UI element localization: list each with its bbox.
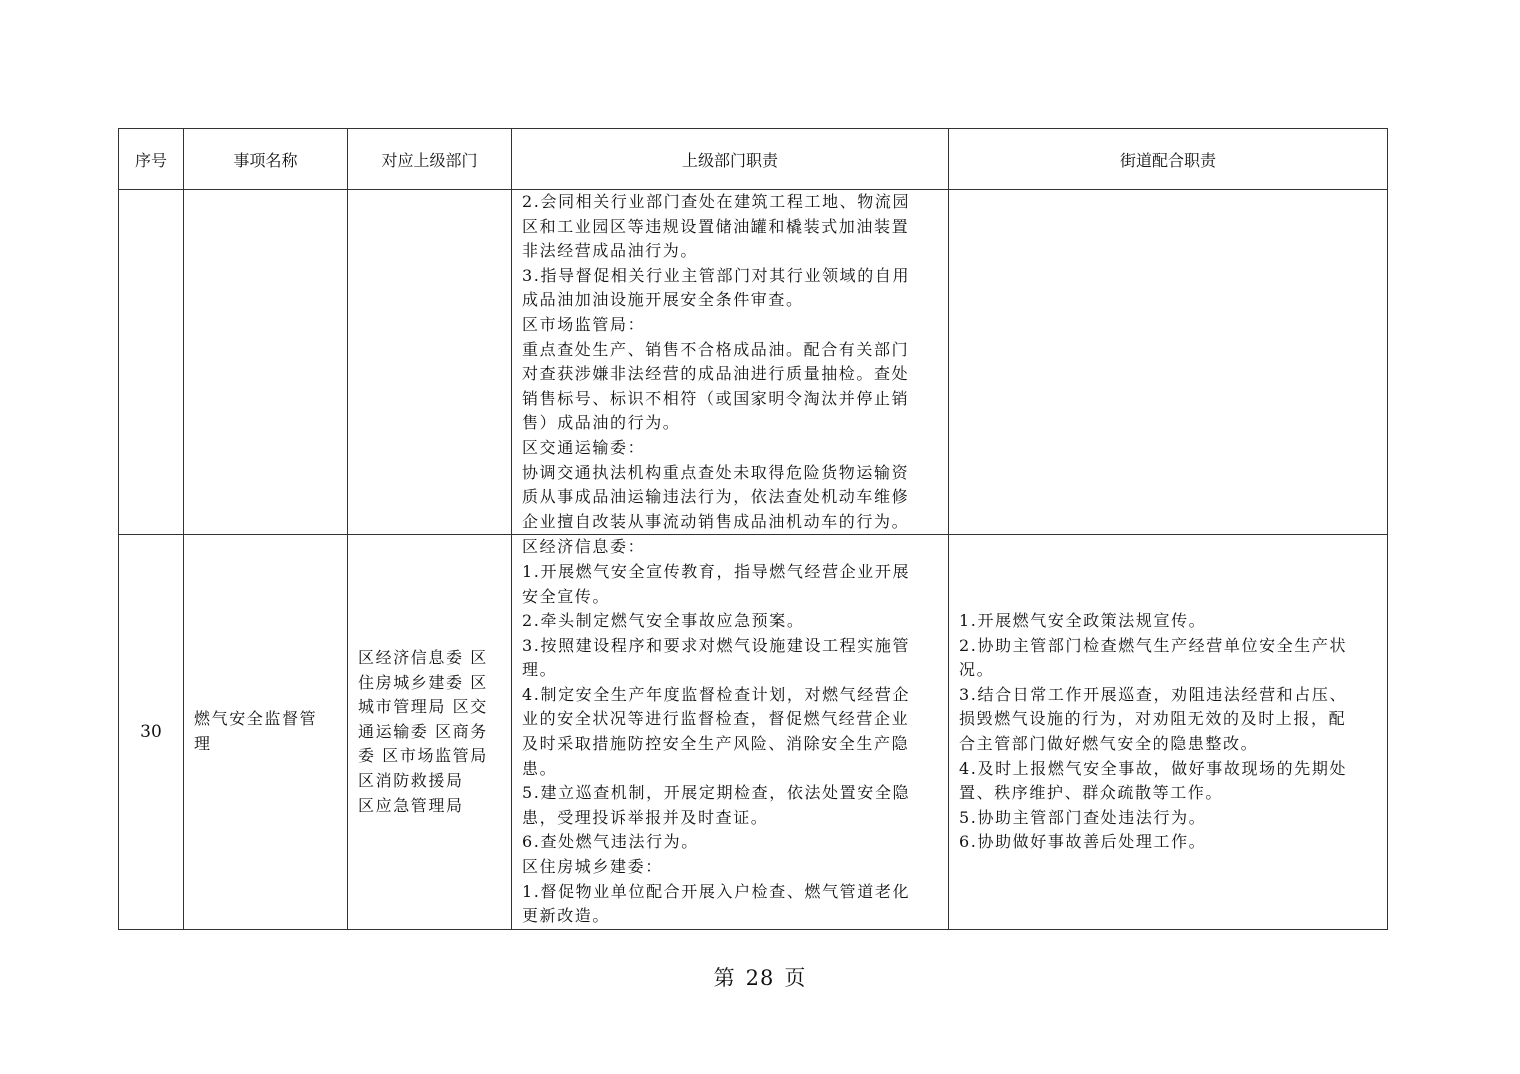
cell-text-line: 销售标号、标识不相符（或国家明令淘汰并停止销 (522, 388, 910, 408)
cell-text-line: 区和工业园区等违规设置储油罐和橇装式加油装置 (522, 216, 910, 236)
cell-text-line: 区经济信息委： (522, 537, 646, 557)
row-street-duties-cell (949, 190, 1388, 535)
header-street-duties: 街道配合职责 (949, 129, 1388, 190)
cell-text-line: 重点查处生产、销售不合格成品油。配合有关部门 (522, 339, 910, 359)
cell-text-line: 燃气安全监督管 (194, 709, 318, 729)
cell-text-line: 3.按照建设程序和要求对燃气设施建设工程实施管 (522, 635, 911, 655)
row-superior-duties-cell (512, 190, 949, 535)
cell-text-line: 2.牵头制定燃气安全事故应急预案。 (522, 611, 805, 631)
row-seq-cell (119, 190, 184, 535)
cell-text-line: 理。 (522, 660, 558, 680)
table-row (119, 190, 1388, 535)
cell-text-line: 更新改造。 (522, 906, 611, 926)
cell-text-line: 1.督促物业单位配合开展入户检查、燃气管道老化 (522, 881, 911, 901)
cell-text-line: 1.开展燃气安全宣传教育，指导燃气经营企业开展 (522, 561, 911, 581)
row-item-name-cell (184, 190, 348, 535)
cell-text-line: 6.查处燃气违法行为。 (522, 832, 699, 852)
page-footer (0, 962, 1520, 992)
cell-text-line: 区应急管理局 (358, 795, 464, 815)
cell-text-line: 4.及时上报燃气安全事故，做好事故现场的先期处 (959, 758, 1348, 778)
table-row (119, 535, 1388, 930)
row-seq-cell: 30 (119, 535, 184, 930)
cell-text-line: 区消防救援局 (358, 770, 464, 790)
cell-text-line: 安全宣传。 (522, 586, 611, 606)
cell-text-line: 企业擅自改装从事流动销售成品油机动车的行为。 (522, 511, 910, 531)
cell-text-line: 合主管部门做好燃气安全的隐患整改。 (959, 734, 1259, 754)
row-superior-duties-cell (512, 535, 949, 930)
cell-text-line: 5.建立巡查机制，开展定期检查，依法处置安全隐 (522, 783, 911, 803)
cell-text-line: 6.协助做好事故善后处理工作。 (959, 832, 1207, 852)
header-superior-duties: 上级部门职责 (512, 129, 949, 190)
cell-text-line: 非法经营成品油行为。 (522, 241, 699, 261)
row-street-duties-cell (949, 535, 1388, 930)
cell-text-line: 业的安全状况等进行监督检查，督促燃气经营企业 (522, 709, 910, 729)
header-superior-dept: 对应上级部门 (348, 129, 512, 190)
duty-table (118, 128, 1388, 930)
cell-text-line: 住房城乡建委 区 (358, 672, 488, 692)
cell-text-line: 损毁燃气设施的行为，对劝阻无效的及时上报，配 (959, 709, 1347, 729)
cell-text-line: 4.制定安全生产年度监督检查计划，对燃气经营企 (522, 684, 911, 704)
page-number: 28 (745, 966, 775, 990)
header-seq: 序号 (119, 129, 184, 190)
cell-text-line: 3.指导督促相关行业主管部门对其行业领域的自用 (522, 265, 911, 285)
cell-text-line: 通运输委 区商务 (358, 721, 488, 741)
header-item-name: 事项名称 (184, 129, 348, 190)
page-footer-suffix: 页 (784, 966, 807, 990)
cell-text-line: 及时采取措施防控安全生产风险、消除安全生产隐 (522, 734, 910, 754)
cell-text-line: 委 区市场监管局 (358, 746, 488, 766)
cell-text-line: 区市场监管局： (522, 314, 646, 334)
cell-text-line: 区住房城乡建委： (522, 857, 663, 877)
row-item-name-cell (184, 535, 348, 930)
cell-text-line: 置、秩序维护、群众疏散等工作。 (959, 783, 1224, 803)
cell-text-line: 城市管理局 区交 (358, 697, 488, 717)
table-header-row (119, 129, 1388, 190)
page-footer-prefix: 第 (713, 966, 736, 990)
cell-text-line: 况。 (959, 660, 995, 680)
cell-text-line: 2.会同相关行业部门查处在建筑工程工地、物流园 (522, 192, 911, 211)
cell-text-line: 质从事成品油运输违法行为，依法查处机动车维修 (522, 487, 910, 507)
cell-text-line: 区交通运输委： (522, 437, 646, 457)
cell-text-line: 对查获涉嫌非法经营的成品油进行质量抽检。查处 (522, 364, 910, 384)
row-superior-dept-cell (348, 535, 512, 930)
cell-text-line: 患，受理投诉举报并及时查证。 (522, 807, 769, 827)
cell-text-line: 协调交通执法机构重点查处未取得危险货物运输资 (522, 462, 910, 482)
cell-text-line: 区经济信息委 区 (358, 647, 488, 667)
cell-text-line: 1.开展燃气安全政策法规宣传。 (959, 611, 1207, 631)
cell-text-line: 售）成品油的行为。 (522, 413, 681, 433)
cell-text-line: 3.结合日常工作开展巡查，劝阻违法经营和占压、 (959, 684, 1348, 704)
cell-text-line: 患。 (522, 758, 558, 778)
cell-text-line: 5.协助主管部门查处违法行为。 (959, 807, 1207, 827)
cell-text-line: 2.协助主管部门检查燃气生产经营单位安全生产状 (959, 635, 1348, 655)
cell-text-line: 成品油加油设施开展安全条件审查。 (522, 290, 804, 310)
row-superior-dept-cell (348, 190, 512, 535)
cell-text-line: 理 (194, 734, 212, 754)
